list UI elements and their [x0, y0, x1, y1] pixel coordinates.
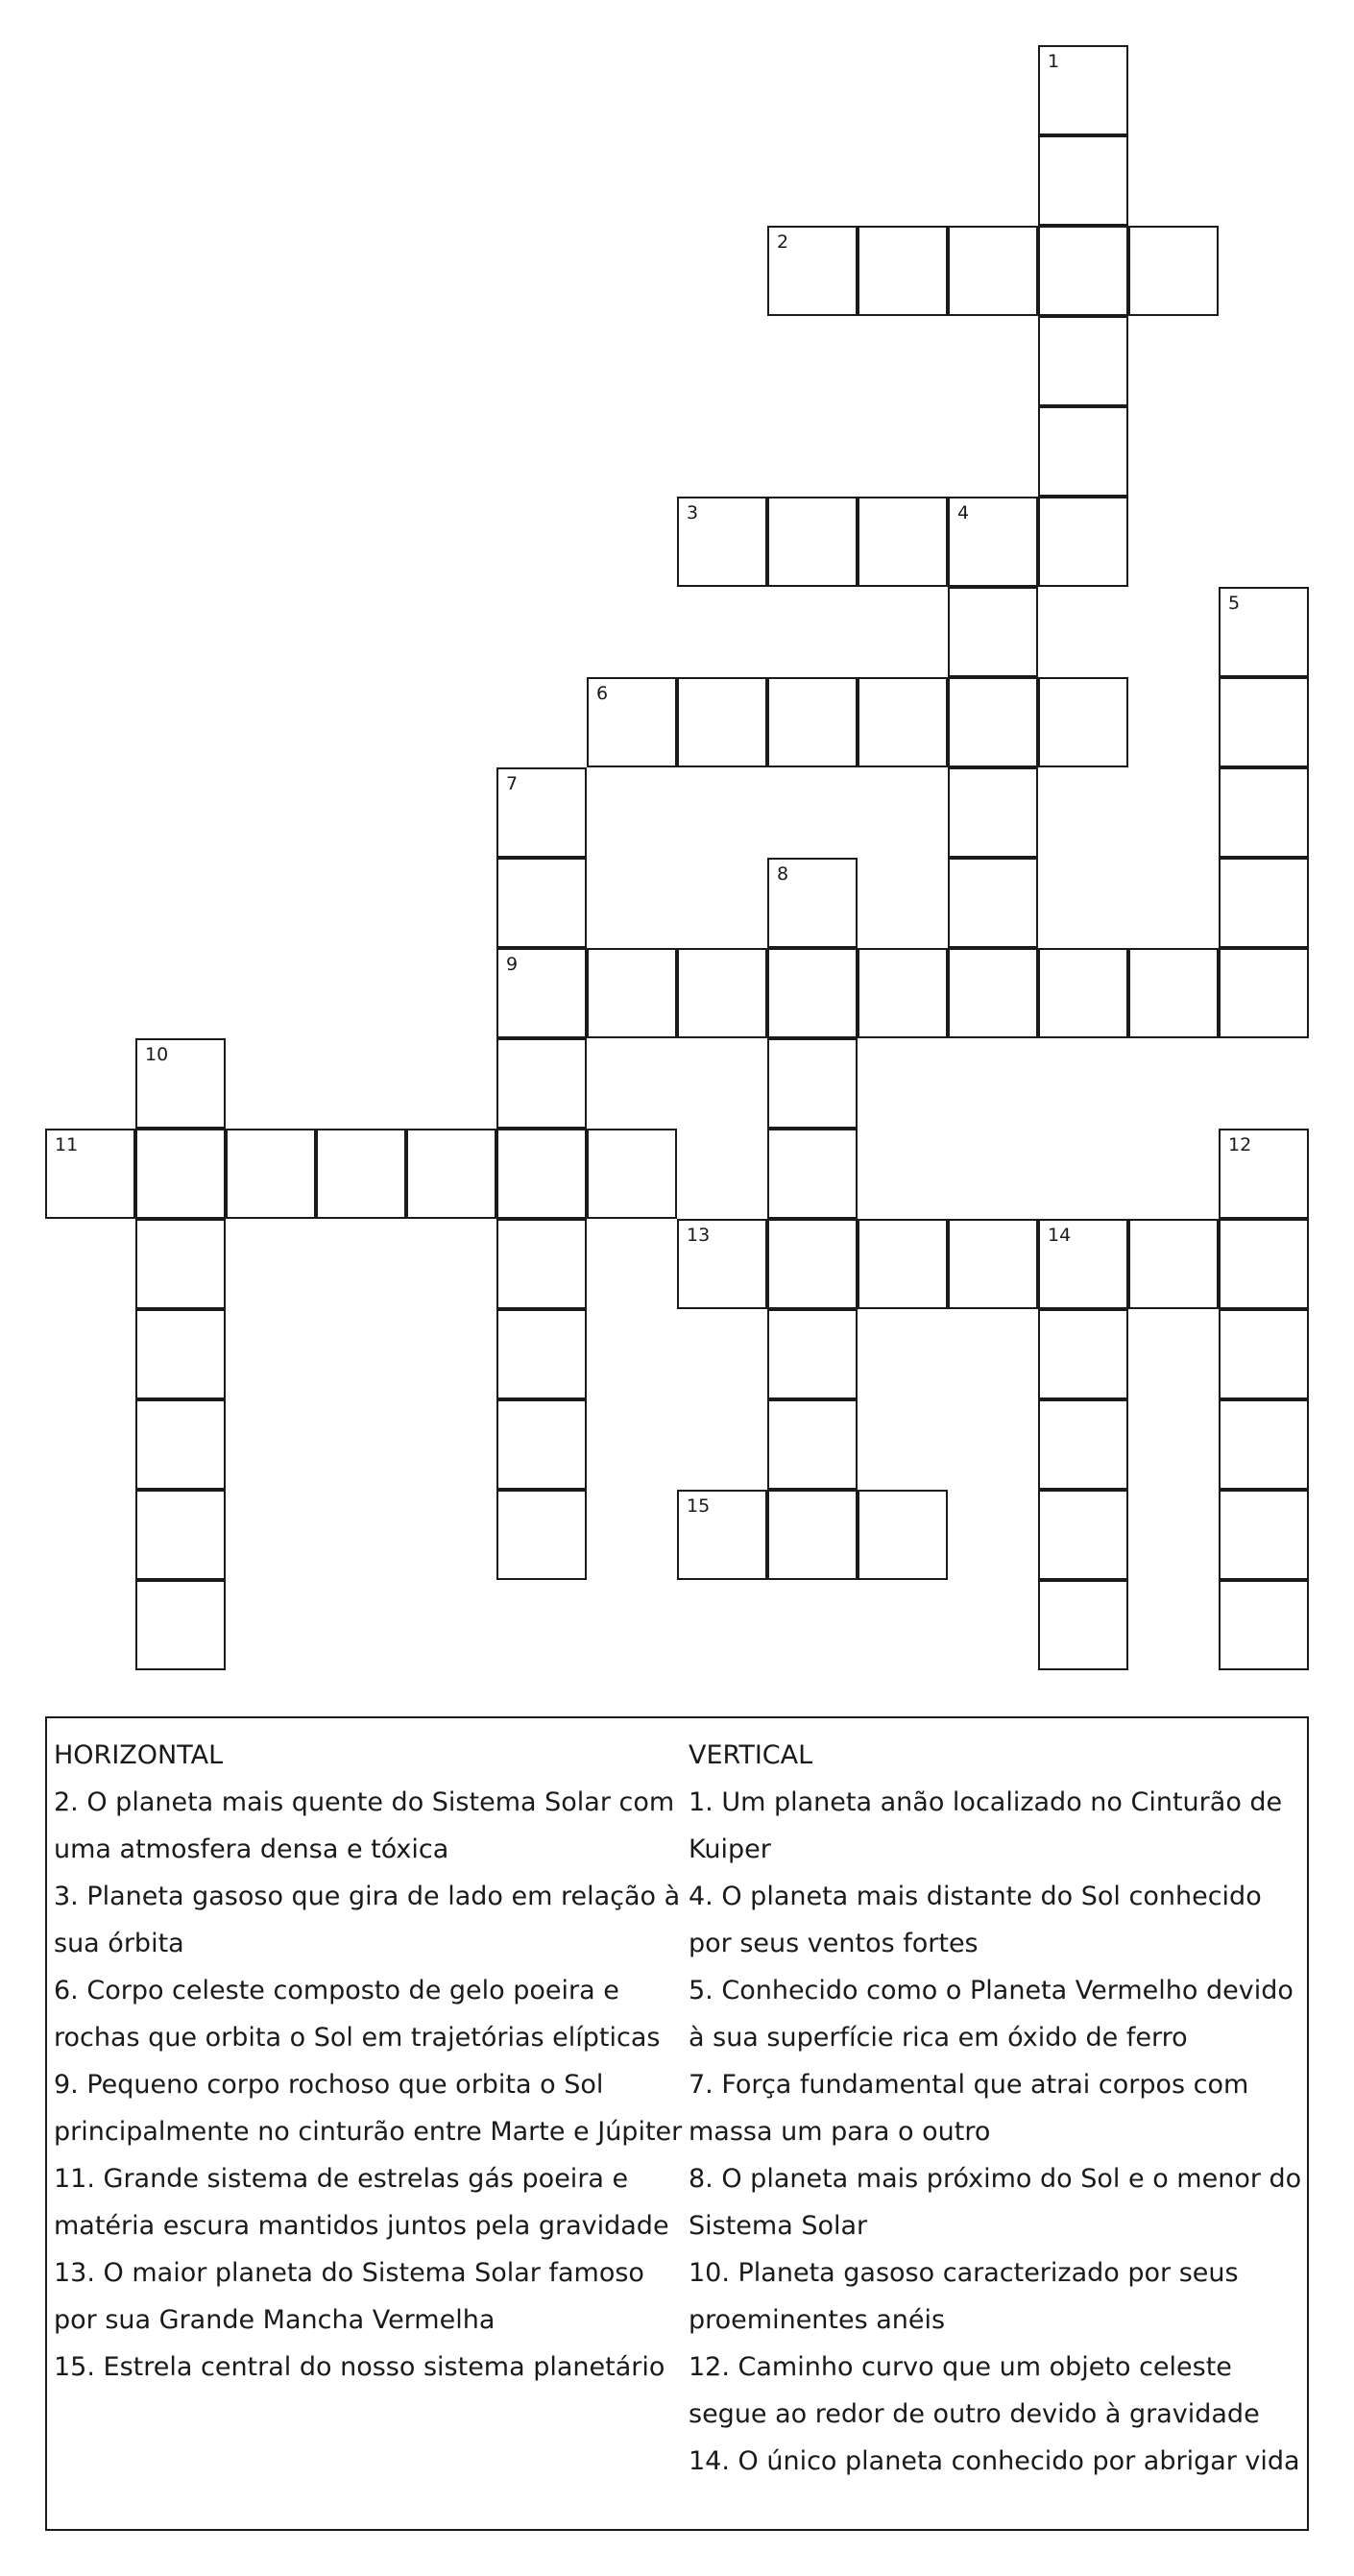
grid-cell[interactable] [135, 1490, 226, 1580]
clue-vertical-5: 5. Conhecido como o Planeta Vermelho devido à sua superfície rica em óxido de ferro [689, 1976, 1294, 2053]
grid-cell[interactable] [496, 948, 587, 1038]
grid-cell[interactable] [496, 1399, 587, 1490]
grid-cell[interactable] [767, 1219, 858, 1309]
grid-cell[interactable] [316, 1129, 406, 1219]
grid-cell[interactable] [948, 1219, 1038, 1309]
grid-cell[interactable] [858, 1219, 948, 1309]
clue-number: 15 [687, 1495, 711, 1517]
clue-horizontal-15: 15. Estrela central do nosso sistema planetário [54, 2352, 665, 2382]
vertical-clues [689, 1732, 1303, 2485]
grid-cell[interactable] [135, 1129, 226, 1219]
clue-horizontal-9: 9. Pequeno corpo rochoso que orbita o Sol principalmente no cinturão entre Marte e Júpiter [54, 2070, 683, 2147]
grid-cell[interactable] [1219, 948, 1309, 1038]
grid-cell[interactable] [1219, 587, 1309, 677]
grid-cell[interactable] [858, 1490, 948, 1580]
clue-number: 8 [777, 863, 789, 885]
grid-cell[interactable] [677, 1219, 767, 1309]
clue-number: 3 [687, 502, 699, 523]
clue-number: 4 [957, 502, 970, 523]
grid-cell[interactable] [587, 948, 677, 1038]
grid-cell[interactable] [948, 226, 1038, 316]
clues-box [45, 1716, 1309, 2531]
grid-cell[interactable] [1038, 1490, 1128, 1580]
clue-number: 1 [1048, 51, 1060, 72]
grid-cell[interactable] [135, 1038, 226, 1129]
grid-cell[interactable] [767, 226, 858, 316]
grid-cell[interactable] [135, 1309, 226, 1399]
grid-cell[interactable] [496, 1129, 587, 1219]
clue-number: 11 [55, 1134, 79, 1155]
grid-cell[interactable] [677, 497, 767, 587]
grid-cell[interactable] [1219, 1129, 1309, 1219]
grid-cell[interactable] [1128, 948, 1219, 1038]
clue-number: 13 [687, 1225, 711, 1246]
clue-vertical-7: 7. Força fundamental que atrai corpos com massa um para o outro [689, 2070, 1249, 2147]
grid-cell[interactable] [135, 1580, 226, 1670]
grid-cell[interactable] [1038, 226, 1128, 316]
clue-horizontal-6: 6. Corpo celeste composto de gelo poeira e rochas que orbita o Sol em trajetórias elípticas [54, 1976, 661, 2053]
grid-cell[interactable] [767, 1129, 858, 1219]
grid-cell[interactable] [858, 948, 948, 1038]
grid-cell[interactable] [767, 1309, 858, 1399]
grid-cell[interactable] [587, 1129, 677, 1219]
grid-cell[interactable] [767, 858, 858, 948]
clue-number: 12 [1228, 1134, 1252, 1155]
grid-cell[interactable] [1219, 767, 1309, 858]
grid-cell[interactable] [1219, 1219, 1309, 1309]
grid-cell[interactable] [1038, 316, 1128, 406]
grid-cell[interactable] [1219, 1399, 1309, 1490]
grid-cell[interactable] [496, 1038, 587, 1129]
grid-cell[interactable] [767, 1490, 858, 1580]
grid-cell[interactable] [496, 1490, 587, 1580]
grid-cell[interactable] [948, 587, 1038, 677]
clue-vertical-10: 10. Planeta gasoso caracterizado por seus proeminentes anéis [689, 2258, 1239, 2335]
clue-horizontal-3: 3. Planeta gasoso que gira de lado em relação à sua órbita [54, 1882, 681, 1958]
grid-cell[interactable] [45, 1129, 135, 1219]
clue-number: 2 [777, 231, 789, 253]
clue-vertical-14: 14. O único planeta conhecido por abrigar vida [689, 2446, 1300, 2476]
grid-cell[interactable] [1038, 406, 1128, 497]
clue-horizontal-11: 11. Grande sistema de estrelas gás poeira e matéria escura mantidos juntos pela gravidade [54, 2164, 669, 2241]
clue-horizontal-2: 2. O planeta mais quente do Sistema Solar com uma atmosfera densa e tóxica [54, 1787, 675, 1864]
grid-cell[interactable] [1038, 45, 1128, 135]
horizontal-clues [54, 1732, 688, 2391]
clue-vertical-4: 4. O planeta mais distante do Sol conhecido por seus ventos fortes [689, 1882, 1262, 1958]
grid-cell[interactable] [135, 1219, 226, 1309]
grid-cell[interactable] [1128, 1219, 1219, 1309]
clue-vertical-12: 12. Caminho curvo que um objeto celeste segue ao redor de outro devido à gravidade [689, 2352, 1260, 2429]
grid-cell[interactable] [948, 948, 1038, 1038]
grid-cell[interactable] [1038, 677, 1128, 767]
grid-cell[interactable] [677, 1490, 767, 1580]
grid-cell[interactable] [496, 1219, 587, 1309]
clue-number: 9 [506, 954, 519, 975]
grid-cell[interactable] [948, 677, 1038, 767]
grid-cell[interactable] [677, 677, 767, 767]
grid-cell[interactable] [1038, 948, 1128, 1038]
grid-cell[interactable] [1038, 1399, 1128, 1490]
clue-number: 10 [145, 1044, 169, 1065]
grid-cell[interactable] [226, 1129, 316, 1219]
grid-cell[interactable] [1038, 1219, 1128, 1309]
grid-cell[interactable] [1038, 497, 1128, 587]
grid-cell[interactable] [135, 1399, 226, 1490]
grid-cell[interactable] [767, 1038, 858, 1129]
horizontal-title: HORIZONTAL [54, 1740, 224, 1770]
grid-cell[interactable] [1219, 1309, 1309, 1399]
grid-cell[interactable] [948, 497, 1038, 587]
grid-cell[interactable] [1219, 1490, 1309, 1580]
grid-cell[interactable] [496, 1309, 587, 1399]
clue-number: 5 [1228, 593, 1241, 614]
grid-cell[interactable] [858, 677, 948, 767]
clue-vertical-1: 1. Um planeta anão localizado no Cinturão de Kuiper [689, 1787, 1283, 1864]
grid-cell[interactable] [948, 767, 1038, 858]
clue-number: 14 [1048, 1225, 1072, 1246]
vertical-title: VERTICAL [689, 1740, 813, 1770]
grid-cell[interactable] [767, 1399, 858, 1490]
grid-cell[interactable] [677, 948, 767, 1038]
grid-cell[interactable] [1038, 1580, 1128, 1670]
grid-cell[interactable] [496, 858, 587, 948]
grid-cell[interactable] [948, 858, 1038, 948]
grid-cell[interactable] [858, 226, 948, 316]
clue-number: 7 [506, 773, 519, 794]
clue-horizontal-13: 13. O maior planeta do Sistema Solar famoso por sua Grande Mancha Vermelha [54, 2258, 644, 2335]
grid-cell[interactable] [1128, 226, 1219, 316]
grid-cell[interactable] [406, 1129, 496, 1219]
grid-cell[interactable] [1038, 1309, 1128, 1399]
grid-cell[interactable] [858, 497, 948, 587]
grid-cell[interactable] [1038, 135, 1128, 226]
grid-cell[interactable] [1219, 1580, 1309, 1670]
grid-cell[interactable] [767, 497, 858, 587]
grid-cell[interactable] [496, 767, 587, 858]
clue-vertical-8: 8. O planeta mais próximo do Sol e o menor do Sistema Solar [689, 2164, 1302, 2241]
clue-number: 6 [596, 683, 609, 704]
grid-cell[interactable] [587, 677, 677, 767]
grid-cell[interactable] [767, 677, 858, 767]
grid-cell[interactable] [767, 948, 858, 1038]
grid-cell[interactable] [1219, 858, 1309, 948]
grid-cell[interactable] [1219, 677, 1309, 767]
